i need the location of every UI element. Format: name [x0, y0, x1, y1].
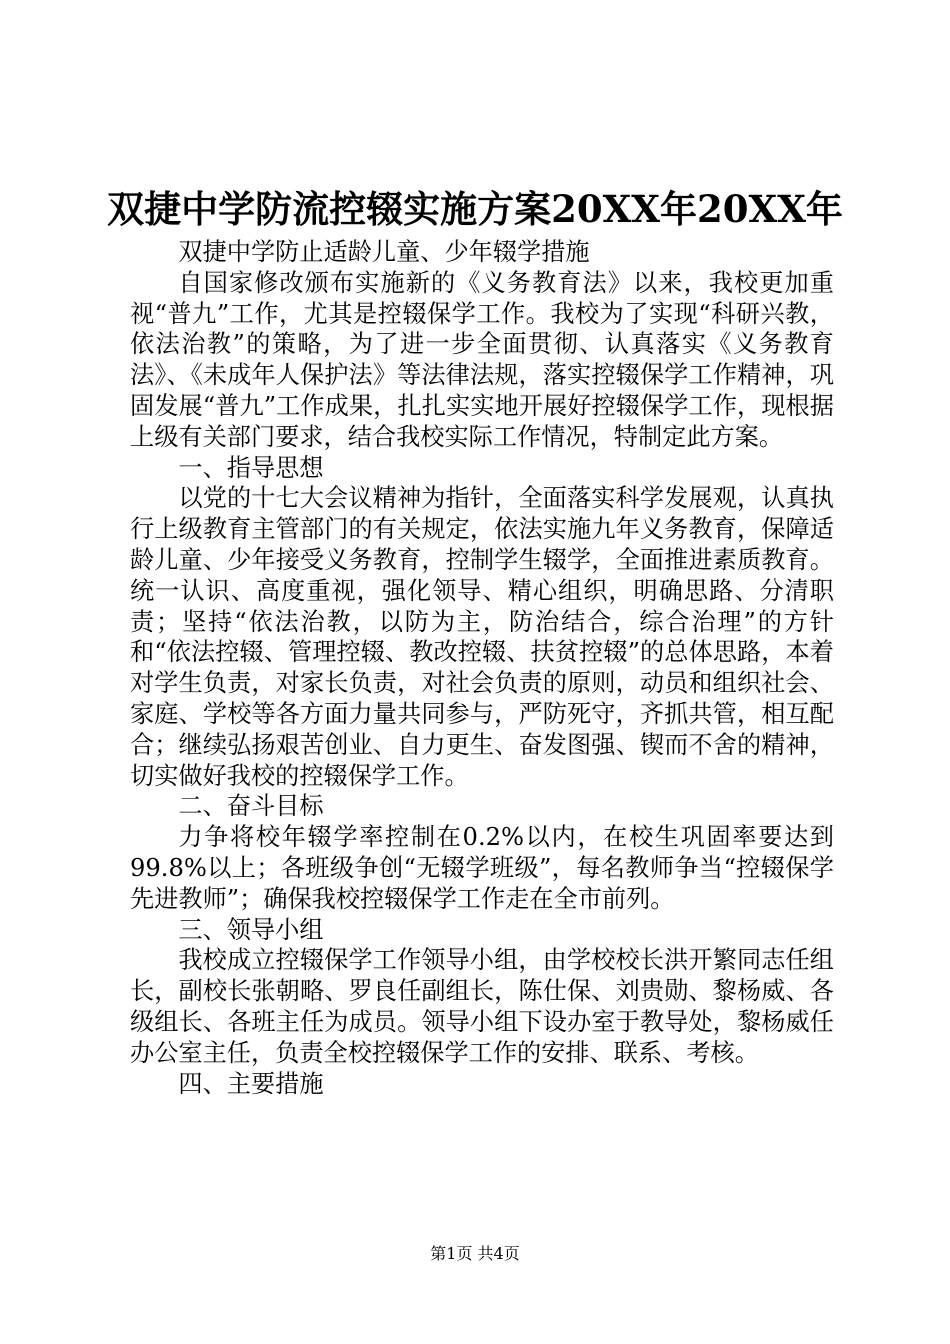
- page-footer: 第1页 共4页: [430, 1244, 520, 1263]
- subtitle-paragraph: 双捷中学防止适龄儿童、少年辍学措施: [178, 238, 590, 266]
- section-heading-guiding-ideology: 一、指导思想: [178, 453, 324, 482]
- document-title: 双捷中学防流控辍实施方案20XX年20XX年: [107, 187, 843, 231]
- section-heading-goals: 二、奋斗目标: [178, 792, 324, 821]
- section-heading-leadership-group: 三、领导小组: [178, 915, 324, 944]
- document-body: [130, 237, 834, 1099]
- intro-paragraph: 自国家修改颁布实施新的《义务教育法》以来，我校更加重视“普九”工作，尤其是控辍保学工作。我校为了实现“科研兴教，依法治教”的策略，为了进一步全面贯彻、认真落实《义务教育法》、《未成年人保护法》等法律法规，落实控辍保学工作精神，巩固发展“普九”工作成果，扎扎实实地开展好控辍保学工作，现根据上级有关部门要求，结合我校实际工作情况，特制定此方案。: [130, 268, 834, 451]
- section-heading-main-measures: 四、主要措施: [178, 1069, 324, 1098]
- goals-paragraph: 力争将校年辍学率控制在0.2%以内，在校生巩固率要达到99.8%以上；各班级争创“无辍学班级”，每名教师争当“控辍保学先进教师”；确保我校控辍保学工作走在全市前列。: [130, 823, 834, 913]
- leadership-group-paragraph: 我校成立控辍保学工作领导小组，由学校校长洪开繁同志任组长，副校长张朝略、罗良任副组长，陈仕保、刘贵勋、黎杨威、各级组长、各班主任为成员。领导小组下设办室于教导处，黎杨威任办公室主任，负责全校控辍保学工作的安排、联系、考核。: [130, 946, 834, 1067]
- guiding-ideology-paragraph: 以党的十七大会议精神为指针，全面落实科学发展观，认真执行上级教育主管部门的有关规定，依法实施九年义务教育，保障适龄儿童、少年接受义务教育，控制学生辍学，全面推进素质教育。统一认识、高度重视，强化领导、精心组织，明确思路、分清职责；坚持“依法治教，以防为主，防治结合，综合治理”的方针和“依法控辍、管理控辍、教改控辍、扶贫控辍”的总体思路，本着对学生负责，对家长负责，对社会负责的原则，动员和组织社会、家庭、学校等各方面力量共同参与，严防死守，齐抓共管，相互配合；继续弘扬艰苦创业、自力更生、奋发图强、锲而不舍的精神，切实做好我校的控辍保学工作。: [130, 484, 834, 790]
